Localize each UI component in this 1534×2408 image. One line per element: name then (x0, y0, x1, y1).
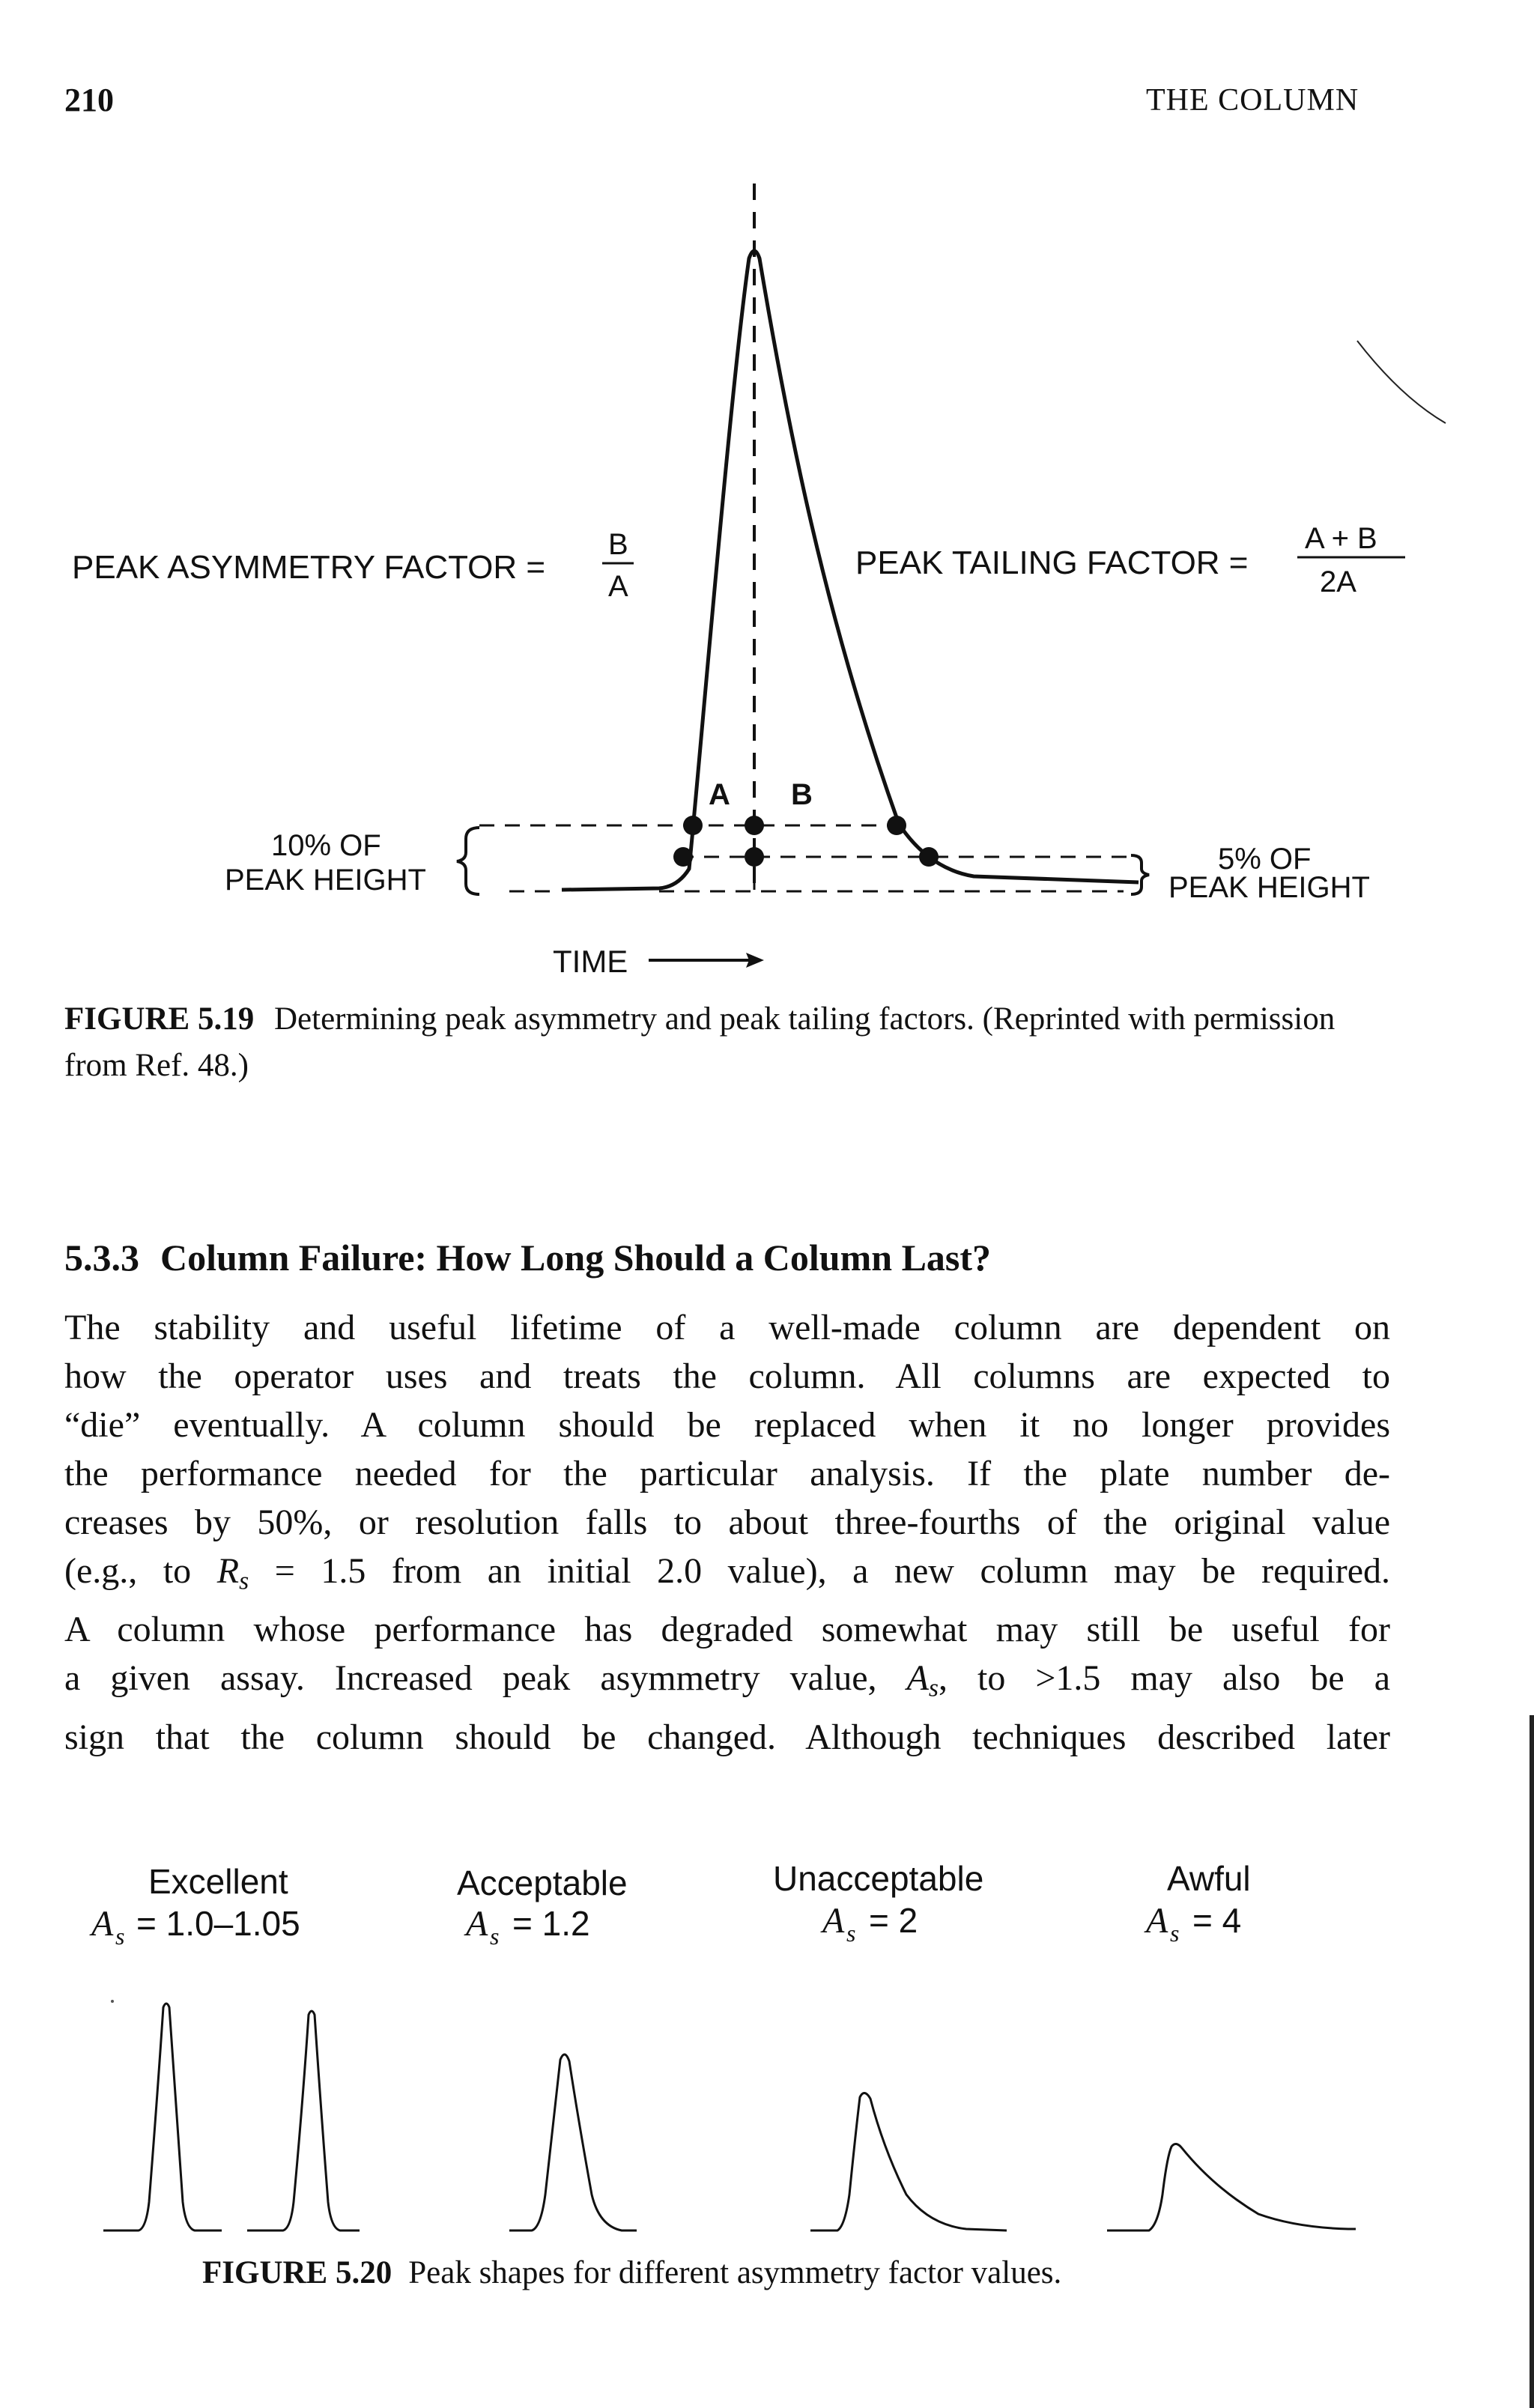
right-level-line2: PEAK HEIGHT (1168, 871, 1370, 904)
dot-5-left (673, 847, 693, 867)
stray-dot (111, 2000, 114, 2003)
figure-5-20 (0, 1843, 1534, 2262)
tailing-numerator: A + B (1305, 522, 1377, 555)
panel-symbol-unacceptable: A (822, 1901, 845, 1941)
body-line-part: (e.g., to (64, 1551, 217, 1591)
dot-10-left (683, 816, 703, 835)
panel-title-excellent: Excellent (148, 1862, 288, 1901)
asymmetry-label: PEAK ASYMMETRY FACTOR = (72, 549, 546, 586)
left-brace (457, 828, 479, 894)
body-paragraph (64, 1303, 1390, 1762)
symbol-as-sub: s (928, 1674, 939, 1702)
panel-value-excellent: = 1.0–1.05 (136, 1904, 300, 1943)
section-heading (64, 1236, 991, 1279)
figure-5-20-caption-label: FIGURE 5.20 (202, 2255, 392, 2290)
figure-5-20-caption-text: Peak shapes for different asymmetry factor values. (408, 2255, 1062, 2290)
panel-value-unacceptable: = 2 (869, 1901, 918, 1940)
peak-shape-excellent-2 (247, 2011, 360, 2230)
peak-shape-awful (1107, 2144, 1356, 2230)
symbol-rs: R (216, 1551, 240, 1591)
panel-symbol-sub-unacceptable: s (846, 1920, 856, 1947)
tailing-denominator: 2A (1320, 565, 1356, 598)
body-line-part: = 1.5 from an initial 2.0 value), a new column may be required. (249, 1551, 1391, 1591)
page-edge-shadow (1530, 1715, 1534, 2408)
body-line: The stability and useful lifetime of a well-made column are dependent on (64, 1308, 1390, 1347)
right-level-line1: 5% OF (1218, 843, 1312, 876)
body-line-rs (64, 1547, 1390, 1605)
body-line-as (64, 1654, 1390, 1712)
body-line-part: , to >1.5 may also be a (938, 1658, 1390, 1699)
figure-5-19 (0, 0, 1534, 1004)
dot-10-center (745, 816, 764, 835)
symbol-as: A (906, 1658, 929, 1699)
figure-5-19-caption-text: Determining peak asymmetry and peak tailing factors. (Reprinted with permission from Ref. 48.) (64, 1001, 1336, 1083)
panel-symbol-acceptable: A (466, 1904, 488, 1944)
running-head: THE COLUMN (1146, 83, 1359, 118)
dot-5-center (745, 847, 764, 867)
body-line: the performance needed for the particular analysis. If the plate number de- (64, 1454, 1390, 1493)
panel-title-awful: Awful (1167, 1859, 1251, 1898)
symbol-rs-sub: s (239, 1567, 249, 1595)
body-line-part: a given assay. Increased peak asymmetry value, (64, 1658, 907, 1699)
peak-shape-acceptable (509, 2054, 637, 2230)
figure-5-19-caption (64, 996, 1398, 1089)
body-line: A column whose performance has degraded somewhat may still be useful for (64, 1610, 1390, 1650)
label-b: B (791, 778, 813, 811)
body-line: creases by 50%, or resolution falls to about three-fourths of the original value (64, 1502, 1390, 1542)
section-number: 5.3.3 (64, 1237, 139, 1279)
figure-5-19-caption-label: FIGURE 5.19 (64, 1001, 255, 1037)
panel-value-acceptable: = 1.2 (512, 1904, 590, 1943)
peak-shape-unacceptable (810, 2093, 1007, 2230)
time-label: TIME (553, 944, 628, 979)
scan-mark (1357, 341, 1446, 423)
body-line: “die” eventually. A column should be replaced when it no longer provides (64, 1405, 1390, 1445)
body-line: how the operator uses and treats the column. All columns are expected to (64, 1356, 1390, 1396)
page-number: 210 (64, 82, 114, 118)
panel-symbol-excellent: A (91, 1904, 114, 1944)
peak-shape-excellent-1 (103, 2004, 222, 2230)
figure-5-20-caption (202, 2254, 1061, 2291)
body-line: sign that the column should be changed. Although techniques described later (64, 1717, 1390, 1757)
panel-symbol-awful: A (1146, 1901, 1168, 1941)
tailing-label: PEAK TAILING FACTOR = (855, 545, 1249, 581)
left-level-line2: PEAK HEIGHT (225, 864, 426, 897)
label-a: A (709, 778, 730, 811)
panel-title-acceptable: Acceptable (457, 1863, 628, 1902)
asymmetry-numerator: B (608, 528, 628, 561)
dot-5-right (919, 847, 939, 867)
right-brace (1131, 855, 1149, 894)
panel-symbol-sub-excellent: s (115, 1923, 125, 1950)
asymmetry-denominator: A (608, 570, 628, 603)
panel-symbol-sub-awful: s (1170, 1920, 1180, 1947)
left-level-line1: 10% OF (271, 829, 381, 862)
dot-10-right (887, 816, 906, 835)
panel-symbol-sub-acceptable: s (490, 1923, 500, 1950)
panel-title-unacceptable: Unacceptable (773, 1859, 984, 1898)
section-title: Column Failure: How Long Should a Column Last? (160, 1237, 992, 1279)
panel-value-awful: = 4 (1192, 1901, 1242, 1940)
